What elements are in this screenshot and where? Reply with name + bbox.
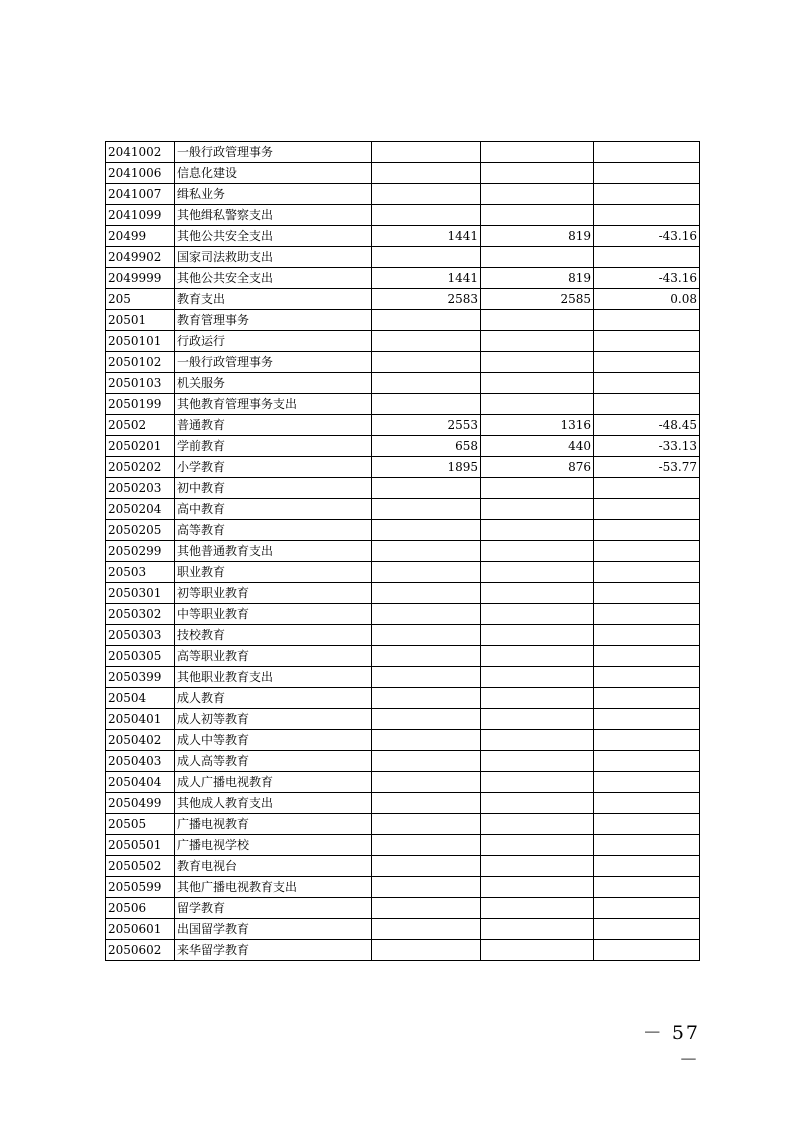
table-row <box>106 184 700 205</box>
value-3-cell <box>594 835 700 856</box>
value-1-cell <box>372 373 481 394</box>
value-2-cell: 1316 <box>481 415 594 436</box>
value-3-cell <box>594 331 700 352</box>
table-row <box>106 814 700 835</box>
value-1-cell <box>372 730 481 751</box>
value-3-cell: 0.08 <box>594 289 700 310</box>
value-1-cell: 1441 <box>372 226 481 247</box>
value-1-cell <box>372 709 481 730</box>
subject-code-cell: 2050402 <box>106 730 175 751</box>
subject-code-cell: 2050203 <box>106 478 175 499</box>
value-1-cell <box>372 646 481 667</box>
value-1-cell <box>372 877 481 898</box>
subject-code-cell: 2050302 <box>106 604 175 625</box>
subject-name-cell: 教育支出 <box>175 289 372 310</box>
subject-code-cell: 2050602 <box>106 940 175 961</box>
value-2-cell <box>481 163 594 184</box>
value-3-cell <box>594 814 700 835</box>
value-2-cell <box>481 331 594 352</box>
subject-name-cell: 学前教育 <box>175 436 372 457</box>
subject-code-cell: 2050299 <box>106 541 175 562</box>
value-1-cell: 658 <box>372 436 481 457</box>
value-2-cell <box>481 835 594 856</box>
table-row <box>106 730 700 751</box>
subject-name-cell: 成人初等教育 <box>175 709 372 730</box>
subject-name-cell: 广播电视教育 <box>175 814 372 835</box>
value-2-cell <box>481 478 594 499</box>
subject-code-cell: 2050399 <box>106 667 175 688</box>
value-2-cell <box>481 247 594 268</box>
subject-code-cell: 2050201 <box>106 436 175 457</box>
table-row <box>106 541 700 562</box>
subject-name-cell: 小学教育 <box>175 457 372 478</box>
value-1-cell: 1441 <box>372 268 481 289</box>
value-1-cell <box>372 562 481 583</box>
value-3-cell <box>594 163 700 184</box>
subject-name-cell: 其他公共安全支出 <box>175 226 372 247</box>
value-3-cell <box>594 667 700 688</box>
table-row <box>106 625 700 646</box>
table-row <box>106 772 700 793</box>
value-3-cell <box>594 247 700 268</box>
subject-name-cell: 普通教育 <box>175 415 372 436</box>
value-3-cell <box>594 352 700 373</box>
subject-name-cell: 信息化建设 <box>175 163 372 184</box>
value-2-cell <box>481 730 594 751</box>
subject-code-cell: 2050103 <box>106 373 175 394</box>
value-2-cell <box>481 184 594 205</box>
value-3-cell <box>594 499 700 520</box>
subject-name-cell: 高等教育 <box>175 520 372 541</box>
table-row <box>106 898 700 919</box>
value-1-cell <box>372 163 481 184</box>
table-row <box>106 520 700 541</box>
value-1-cell: 1895 <box>372 457 481 478</box>
value-3-cell <box>594 310 700 331</box>
table-row <box>106 667 700 688</box>
value-1-cell <box>372 520 481 541</box>
value-1-cell <box>372 688 481 709</box>
value-1-cell: 2583 <box>372 289 481 310</box>
subject-name-cell: 其他普通教育支出 <box>175 541 372 562</box>
subject-name-cell: 成人广播电视教育 <box>175 772 372 793</box>
table-row <box>106 268 700 289</box>
table-row <box>106 373 700 394</box>
subject-code-cell: 2050303 <box>106 625 175 646</box>
value-3-cell <box>594 184 700 205</box>
value-2-cell <box>481 793 594 814</box>
value-2-cell <box>481 352 594 373</box>
page-number: － 57 － <box>642 1022 700 1071</box>
value-1-cell <box>372 331 481 352</box>
table-row <box>106 415 700 436</box>
table-row <box>106 835 700 856</box>
subject-code-cell: 2050101 <box>106 331 175 352</box>
value-2-cell: 876 <box>481 457 594 478</box>
subject-name-cell: 初中教育 <box>175 478 372 499</box>
value-1-cell <box>372 898 481 919</box>
subject-name-cell: 留学教育 <box>175 898 372 919</box>
value-2-cell <box>481 583 594 604</box>
value-1-cell <box>372 814 481 835</box>
value-1-cell <box>372 352 481 373</box>
subject-name-cell: 中等职业教育 <box>175 604 372 625</box>
value-2-cell <box>481 541 594 562</box>
value-3-cell <box>594 604 700 625</box>
value-3-cell <box>594 919 700 940</box>
table-row <box>106 163 700 184</box>
value-3-cell: -53.77 <box>594 457 700 478</box>
value-2-cell <box>481 604 594 625</box>
table-row <box>106 457 700 478</box>
value-2-cell: 819 <box>481 226 594 247</box>
subject-name-cell: 其他公共安全支出 <box>175 268 372 289</box>
subject-name-cell: 其他广播电视教育支出 <box>175 877 372 898</box>
value-3-cell: -43.16 <box>594 268 700 289</box>
subject-code-cell: 2050305 <box>106 646 175 667</box>
table-row <box>106 856 700 877</box>
subject-name-cell: 广播电视学校 <box>175 835 372 856</box>
value-2-cell <box>481 520 594 541</box>
subject-code-cell: 20501 <box>106 310 175 331</box>
value-2-cell <box>481 709 594 730</box>
value-2-cell <box>481 205 594 226</box>
value-2-cell <box>481 751 594 772</box>
table-row <box>106 394 700 415</box>
table-row <box>106 289 700 310</box>
subject-name-cell: 成人中等教育 <box>175 730 372 751</box>
value-3-cell <box>594 856 700 877</box>
subject-name-cell: 高中教育 <box>175 499 372 520</box>
subject-code-cell: 2050601 <box>106 919 175 940</box>
value-2-cell: 819 <box>481 268 594 289</box>
subject-code-cell: 20504 <box>106 688 175 709</box>
table-row <box>106 751 700 772</box>
value-1-cell <box>372 751 481 772</box>
subject-code-cell: 2050199 <box>106 394 175 415</box>
value-3-cell <box>594 646 700 667</box>
subject-name-cell: 成人教育 <box>175 688 372 709</box>
table-row <box>106 940 700 961</box>
value-1-cell <box>372 856 481 877</box>
subject-code-cell: 2050499 <box>106 793 175 814</box>
subject-name-cell: 其他成人教育支出 <box>175 793 372 814</box>
subject-code-cell: 2041099 <box>106 205 175 226</box>
value-2-cell <box>481 646 594 667</box>
budget-table <box>105 141 700 961</box>
value-3-cell <box>594 940 700 961</box>
value-2-cell <box>481 814 594 835</box>
value-2-cell <box>481 919 594 940</box>
value-3-cell <box>594 541 700 562</box>
value-2-cell <box>481 688 594 709</box>
value-3-cell <box>594 793 700 814</box>
subject-name-cell: 行政运行 <box>175 331 372 352</box>
value-1-cell <box>372 310 481 331</box>
subject-name-cell: 教育电视台 <box>175 856 372 877</box>
value-3-cell <box>594 205 700 226</box>
table-row <box>106 709 700 730</box>
subject-name-cell: 成人高等教育 <box>175 751 372 772</box>
subject-code-cell: 20499 <box>106 226 175 247</box>
value-1-cell <box>372 478 481 499</box>
value-2-cell <box>481 394 594 415</box>
value-2-cell <box>481 772 594 793</box>
subject-code-cell: 2050403 <box>106 751 175 772</box>
subject-name-cell: 一般行政管理事务 <box>175 352 372 373</box>
subject-code-cell: 2050599 <box>106 877 175 898</box>
subject-name-cell: 其他教育管理事务支出 <box>175 394 372 415</box>
value-3-cell <box>594 772 700 793</box>
table-row <box>106 310 700 331</box>
table-row <box>106 583 700 604</box>
value-2-cell: 2585 <box>481 289 594 310</box>
value-3-cell <box>594 688 700 709</box>
subject-code-cell: 2050205 <box>106 520 175 541</box>
table-row <box>106 247 700 268</box>
value-3-cell <box>594 709 700 730</box>
subject-name-cell: 其他职业教育支出 <box>175 667 372 688</box>
subject-name-cell: 教育管理事务 <box>175 310 372 331</box>
value-3-cell <box>594 373 700 394</box>
table-row <box>106 646 700 667</box>
value-1-cell <box>372 940 481 961</box>
value-3-cell <box>594 394 700 415</box>
value-2-cell <box>481 142 594 163</box>
table-row <box>106 142 700 163</box>
value-3-cell <box>594 898 700 919</box>
budget-table-body <box>106 142 700 961</box>
subject-code-cell: 2050301 <box>106 583 175 604</box>
table-row <box>106 478 700 499</box>
value-1-cell <box>372 793 481 814</box>
subject-name-cell: 高等职业教育 <box>175 646 372 667</box>
subject-code-cell: 20503 <box>106 562 175 583</box>
subject-name-cell: 技校教育 <box>175 625 372 646</box>
subject-code-cell: 2050204 <box>106 499 175 520</box>
value-3-cell <box>594 583 700 604</box>
value-1-cell <box>372 625 481 646</box>
table-row <box>106 331 700 352</box>
table-row <box>106 604 700 625</box>
value-3-cell <box>594 877 700 898</box>
value-3-cell <box>594 730 700 751</box>
value-2-cell <box>481 667 594 688</box>
value-2-cell <box>481 499 594 520</box>
subject-code-cell: 2050401 <box>106 709 175 730</box>
subject-code-cell: 2050501 <box>106 835 175 856</box>
subject-code-cell: 2041006 <box>106 163 175 184</box>
value-1-cell <box>372 919 481 940</box>
value-1-cell <box>372 184 481 205</box>
value-1-cell <box>372 583 481 604</box>
subject-name-cell: 国家司法救助支出 <box>175 247 372 268</box>
value-3-cell <box>594 478 700 499</box>
subject-name-cell: 来华留学教育 <box>175 940 372 961</box>
table-row <box>106 793 700 814</box>
subject-code-cell: 2050102 <box>106 352 175 373</box>
value-3-cell: -43.16 <box>594 226 700 247</box>
table-row <box>106 436 700 457</box>
value-2-cell <box>481 625 594 646</box>
table-row <box>106 562 700 583</box>
value-2-cell <box>481 877 594 898</box>
table-row <box>106 688 700 709</box>
subject-code-cell: 20502 <box>106 415 175 436</box>
value-2-cell <box>481 310 594 331</box>
value-2-cell: 440 <box>481 436 594 457</box>
table-row <box>106 205 700 226</box>
subject-name-cell: 出国留学教育 <box>175 919 372 940</box>
subject-code-cell: 2050502 <box>106 856 175 877</box>
value-2-cell <box>481 856 594 877</box>
value-3-cell: -48.45 <box>594 415 700 436</box>
subject-code-cell: 2041002 <box>106 142 175 163</box>
table-row <box>106 352 700 373</box>
value-3-cell: -33.13 <box>594 436 700 457</box>
value-2-cell <box>481 373 594 394</box>
value-1-cell <box>372 247 481 268</box>
subject-name-cell: 一般行政管理事务 <box>175 142 372 163</box>
subject-name-cell: 其他缉私警察支出 <box>175 205 372 226</box>
subject-code-cell: 2049902 <box>106 247 175 268</box>
subject-code-cell: 20505 <box>106 814 175 835</box>
value-3-cell <box>594 751 700 772</box>
subject-name-cell: 职业教育 <box>175 562 372 583</box>
subject-code-cell: 2041007 <box>106 184 175 205</box>
table-row <box>106 226 700 247</box>
value-2-cell <box>481 940 594 961</box>
subject-code-cell: 2050202 <box>106 457 175 478</box>
value-1-cell <box>372 499 481 520</box>
subject-name-cell: 机关服务 <box>175 373 372 394</box>
table-row <box>106 877 700 898</box>
value-1-cell: 2553 <box>372 415 481 436</box>
value-1-cell <box>372 604 481 625</box>
subject-code-cell: 2049999 <box>106 268 175 289</box>
subject-name-cell: 初等职业教育 <box>175 583 372 604</box>
value-1-cell <box>372 667 481 688</box>
value-1-cell <box>372 394 481 415</box>
table-row <box>106 499 700 520</box>
value-3-cell <box>594 562 700 583</box>
value-1-cell <box>372 205 481 226</box>
subject-code-cell: 205 <box>106 289 175 310</box>
subject-code-cell: 2050404 <box>106 772 175 793</box>
value-2-cell <box>481 562 594 583</box>
table-row <box>106 919 700 940</box>
subject-name-cell: 缉私业务 <box>175 184 372 205</box>
value-1-cell <box>372 835 481 856</box>
value-3-cell <box>594 142 700 163</box>
value-1-cell <box>372 142 481 163</box>
value-3-cell <box>594 625 700 646</box>
value-1-cell <box>372 772 481 793</box>
value-1-cell <box>372 541 481 562</box>
subject-code-cell: 20506 <box>106 898 175 919</box>
value-3-cell <box>594 520 700 541</box>
value-2-cell <box>481 898 594 919</box>
